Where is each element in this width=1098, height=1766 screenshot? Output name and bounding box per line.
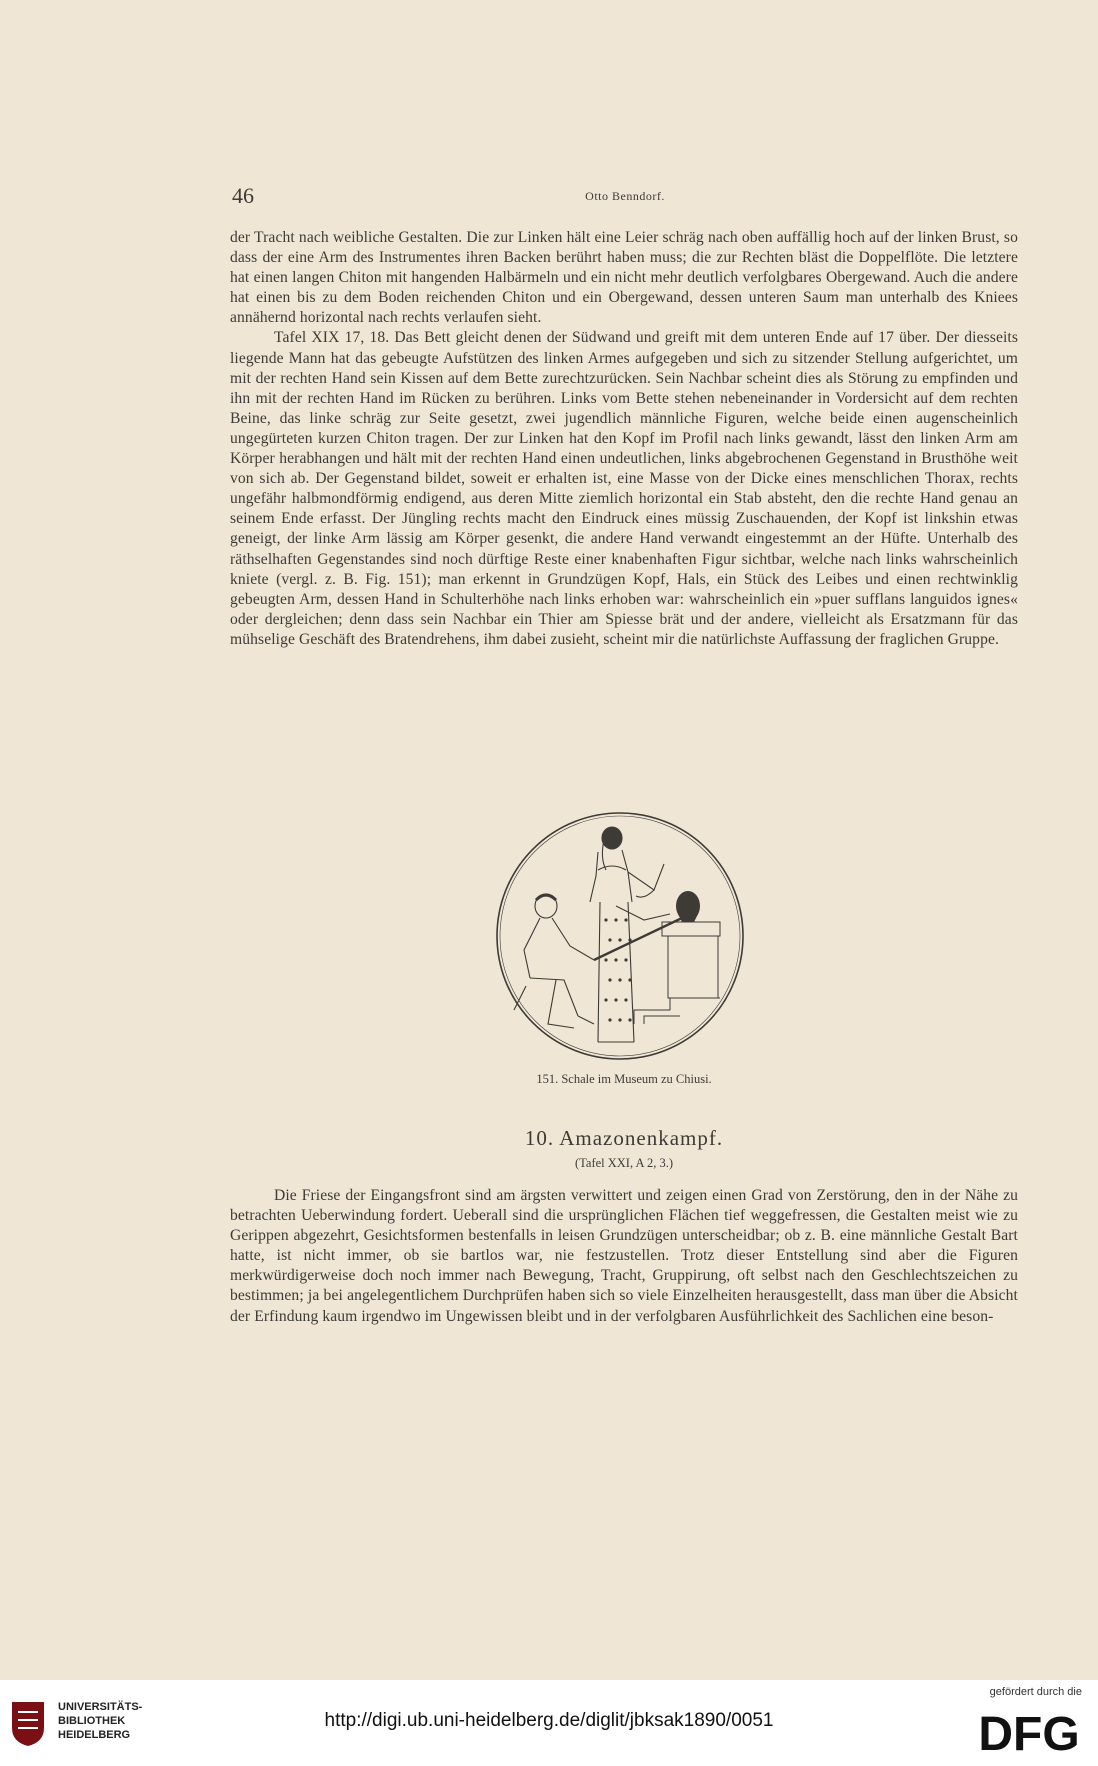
spit [594,918,682,960]
page-number: 46 [232,183,254,208]
offering-head [676,891,700,922]
chiton-pattern [604,918,631,1021]
section-title: 10. Amazonenkampf. [524,1126,724,1150]
page-header [232,183,1018,207]
body-text-bottom [230,1186,1018,1327]
section-subtitle: (Tafel XXI, A 2, 3.) [574,1156,674,1170]
paragraph: Tafel XIX 17, 18. Das Bett gleicht denen der Südwand und greift mit dem unteren Ende auf 17 über. Der diesseits liegende Mann hat das gebeugte Aufstützen des linken Armes aufgegeben und sich zu sitzender Stellung aufgerichtet, um mit der rechten Hand sein Kissen auf dem Bette zurechtzurücken. Sein Nachbar scheint dies als Störung zu empfinden und ihn mit der rechten Hand im Rücken zu berühren. Links vom Bette stehen nebeneinander in Vordersicht auf dem rechten Beine, das linke schräg zur Seite gesetzt, zwei jugendlich männliche Figuren, welche beide einen augenscheinlich ungegürteten kurzen Chiton tragen. Der zur Linken hat den Kopf im Profil nach links gewandt, lässt den linken Arm am Körper herabhangen und hält mit der rechten Hand einen undeutlichen, links abgebrochenen Gegenstand in Brusthöhe weit von sich ab. Der Gegenstand bildet, soweit er erhalten ist, eine Masse von der Dicke eines menschlichen Thorax, rechts ungefähr halbmondförmig endigend, aus deren Mitte ziemlich horizontal ein Stab absteht, den die rechte Hand genau an seinem Ende erfasst. Der Jüngling rechts macht den Eindruck eines müssig Zuschauenden, der Kopf ist linkshin etwas geneigt, der linke Arm lässig am Körper gesenkt, die andere Hand verwandt eingestemmt an der Hüfte. Unterhalb des räthselhaften Gegenstandes sind noch dürftige Reste einer knabenhaften Figur sichtbar, welche nach links wahrscheinlich kniete (vergl. z. B. Fig. 151); man erkennt in Grundzügen Kopf, Hals, ein Stück des Leibes und einen rechtwinklig gebeugten Arm, dessen Hand in Schulterhöhe nach links erhoben war: wahrscheinlich ein »puer sufflans languidos ignes« oder dergleichen; denn dass sein Nachbar ein Thier am Spiesse brät und der andere, vielleicht als Ersatzmann für das mühselige Geschäft des Bratendrehens, ihm dabei zusieht, scheint mir die natürlichste Auffassung der fraglichen Gruppe. [230,329,1018,648]
source-url-link[interactable]: http://digi.ub.uni-heidelberg.de/diglit/jbksak1890/0051 [324,1710,774,1731]
figure-caption: 151. Schale im Museum zu Chiusi. [536,1072,712,1086]
paragraph: Die Friese der Eingangsfront sind am ärgsten verwittert und zeigen einen Grad von Zerstörung, den in der Nähe zu betrachten Ueberwindung fordert. Ueberall sind die ursprünglichen Flächen tief weggefressen, die Gestalten meist wie zu Gerippen abgezehrt, Gesichtsformen bestenfalls in leisen Grundzügen unterscheidbar; ob z. B. eine männliche Gestalt Bart hatte, ist nicht immer, ob sie bartlos war, nie festzustellen. Trotz dieser Entstellung sind aber die Figuren merkwürdigerweise doch noch immer nach Bewegung, Tracht, Gruppirung, oft selbst nach den Geschlechtszeichen zu bestimmen; ja bei angelegentlichem Durchprüfen haben sich so viele Einzelheiten herausgestellt, dass man über die Absicht der Erfindung kaum irgendwo im Ungewissen bleibt und in der verfolgbaren Ausführlichkeit des Sachlichen eine beson- [230,1187,1018,1325]
seated-figure [514,894,594,1028]
dfg-logo-text: DFG [978,1708,1080,1758]
body-text-top [230,228,1018,650]
running-head: Otto Benndorf. [585,189,665,203]
paragraph: der Tracht nach weibliche Gestalten. Die zur Linken hält eine Leier schräg nach oben auffällig hoch auf der linken Brust, so dass der eine Arm des Instrumentes ihren Backen berührt haben muss; die zur Rechten bläst die Doppelflöte. Die letztere hat einen langen Chiton mit hangenden Halbärmeln und ein nicht mehr deutlich verfolgbares Obergewand. Auch die andere hat einen bis zu dem Boden reichenden Chiton und ein Obergewand, dessen unteren Saum man unterhalb des Kniees annähernd horizontal nach rechts verlaufen sieht. [230,229,1018,327]
library-name: UNIVERSITÄTS- BIBLIOTHEK HEIDELBERG [58,1701,143,1741]
dfg-logo-icon [976,1702,1082,1758]
digitization-footer [0,1680,1098,1766]
figure-151-illustration [494,810,746,1062]
funding-note: gefördert durch die [989,1686,1082,1698]
altar [634,922,720,1024]
